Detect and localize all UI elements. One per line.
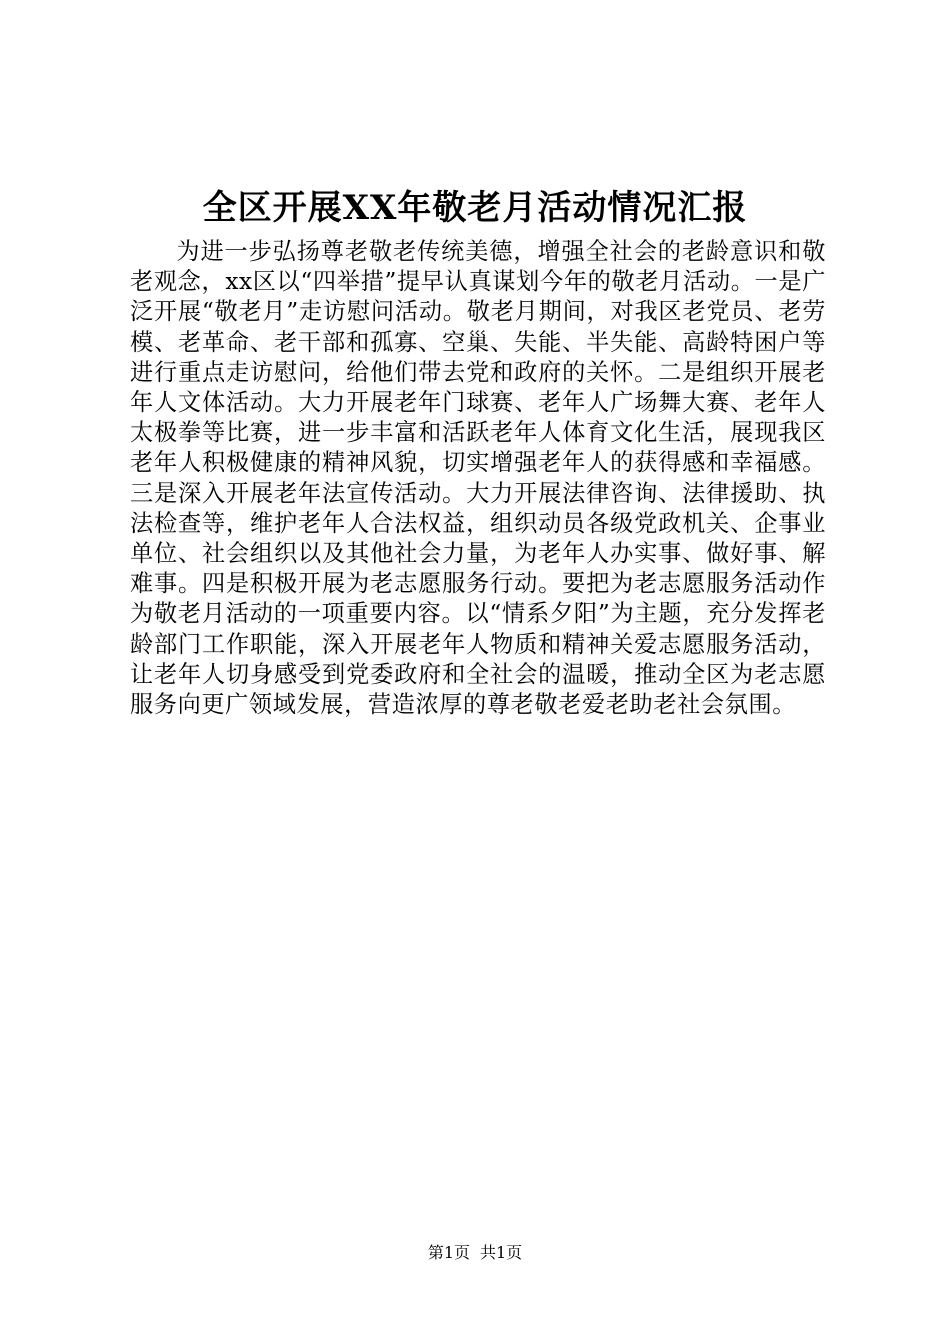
body-paragraph: 为进一步弘扬尊老敬老传统美德，增强全社会的老龄意识和敬老观念，xx区以“四举措”提早认真谋划今年的敬老月活动。一是广泛开展“敬老月”走访慰问活动。敬老月期间，对我区老党员、老劳模、老革命、老干部和孤寡、空巢、失能、半失能、高龄特困户等进行重点走访慰问，给他们带去党和政府的关怀。二是组织开展老年人文体活动。大力开展老年门球赛、老年人广场舞大赛、老年人太极拳等比赛，进一步丰富和活跃老年人体育文化生活，展现我区老年人积极健康的精神风貌，切实增强老年人的获得感和幸福感。三是深入开展老年法宣传活动。大力开展法律咨询、法律援助、执法检查等，维护老年人合法权益，组织动员各级党政机关、企事业单位、社会组织以及其他社会力量，为老年人办实事、做好事、解难事。四是积极开展为老志愿服务行动。要把为老志愿服务活动作为敬老月活动的一项重要内容。以“情系夕阳”为主题，充分发挥老龄部门工作职能，深入开展老年人物质和精神关爱志愿服务活动，让老年人切身感受到党委政府和全社会的温暖，推动全区为老志愿服务向更广领域发展，营造浓厚的尊老敬老爱老助老社会氛围。	[130, 238, 826, 719]
document-title: 全区开展XX年敬老月活动情况汇报	[202, 188, 748, 228]
page-total: 共1页	[480, 1243, 523, 1262]
page-footer	[0, 1242, 950, 1264]
page-number: 第1页	[427, 1243, 470, 1262]
